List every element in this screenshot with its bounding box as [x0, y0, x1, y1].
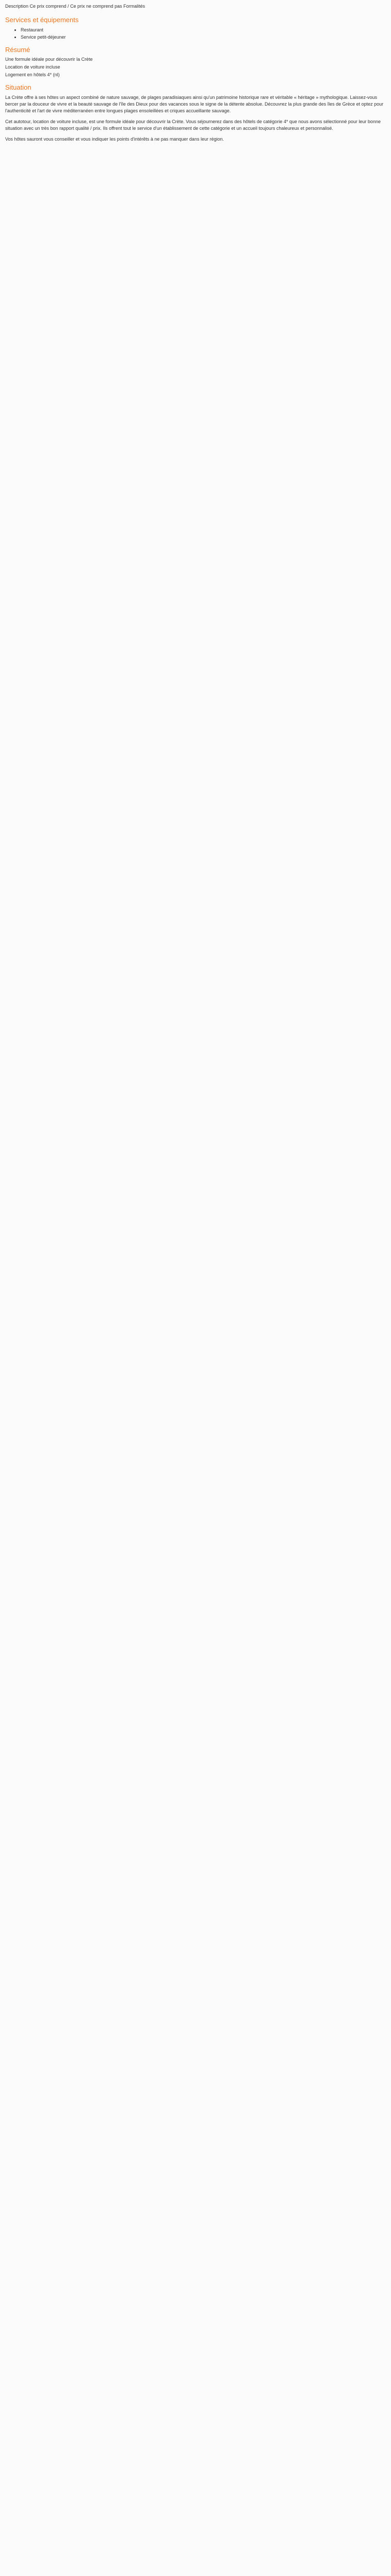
situation-paragraph: Cet autotour, location de voiture incluse, est une formule idéale pour découvrir la Crète. Vous séjournerez dans des hôtels de catégorie 4* que nous avons sélectionné pour leur bonne situation avec un très bon rapport qualité / prix. Ils offrent tout le service d'un établissement de cette catégorie et un accueil toujours chaleureux et personnalisé. — [5, 119, 381, 131]
resume-title: Résumé — [5, 45, 30, 54]
page-content — [0, 0, 391, 143]
resume-line: Logement en hôtels 4* (nl) — [5, 72, 60, 78]
situation-title: Situation — [5, 83, 31, 92]
list-item: • Service petit-déjeuner — [21, 34, 386, 41]
situation-paragraph: Vos hôtes sauront vous conseiller et vous indiquer les points d'intérêts à ne pas manquer dans leur région. — [5, 137, 224, 142]
list-item: • Restaurant — [21, 27, 386, 33]
resume-line: Location de voiture incluse — [5, 64, 60, 70]
resume-line: Une formule idéale pour découvrir la Crète — [5, 57, 93, 62]
situation-paragraph: La Crète offre à ses hôtes un aspect combiné de nature sauvage, de plages paradisiaques ainsi qu'un patrimoine historique rare et véritable « héritage » mythologique. Laissez-vous bercer par la douceur de vivre et la beauté sauvage de l'île des Dieux pour des vacances sous le signe de la détente absolue. Découvrez la plus grande des îles de Grèce et optez pour l'authenticité et l'art de vivre méditerranéen entre longues plages ensoleillées et criques accueillante sauvage. — [5, 95, 384, 114]
services-title: Services et équipements — [5, 16, 79, 24]
resume-section — [5, 46, 386, 79]
situation-section — [5, 83, 386, 143]
services-section — [5, 16, 386, 41]
intro-tabs-text: Description Ce prix comprend / Ce prix ne comprend pas Formalités — [5, 4, 145, 9]
services-list — [5, 27, 386, 41]
